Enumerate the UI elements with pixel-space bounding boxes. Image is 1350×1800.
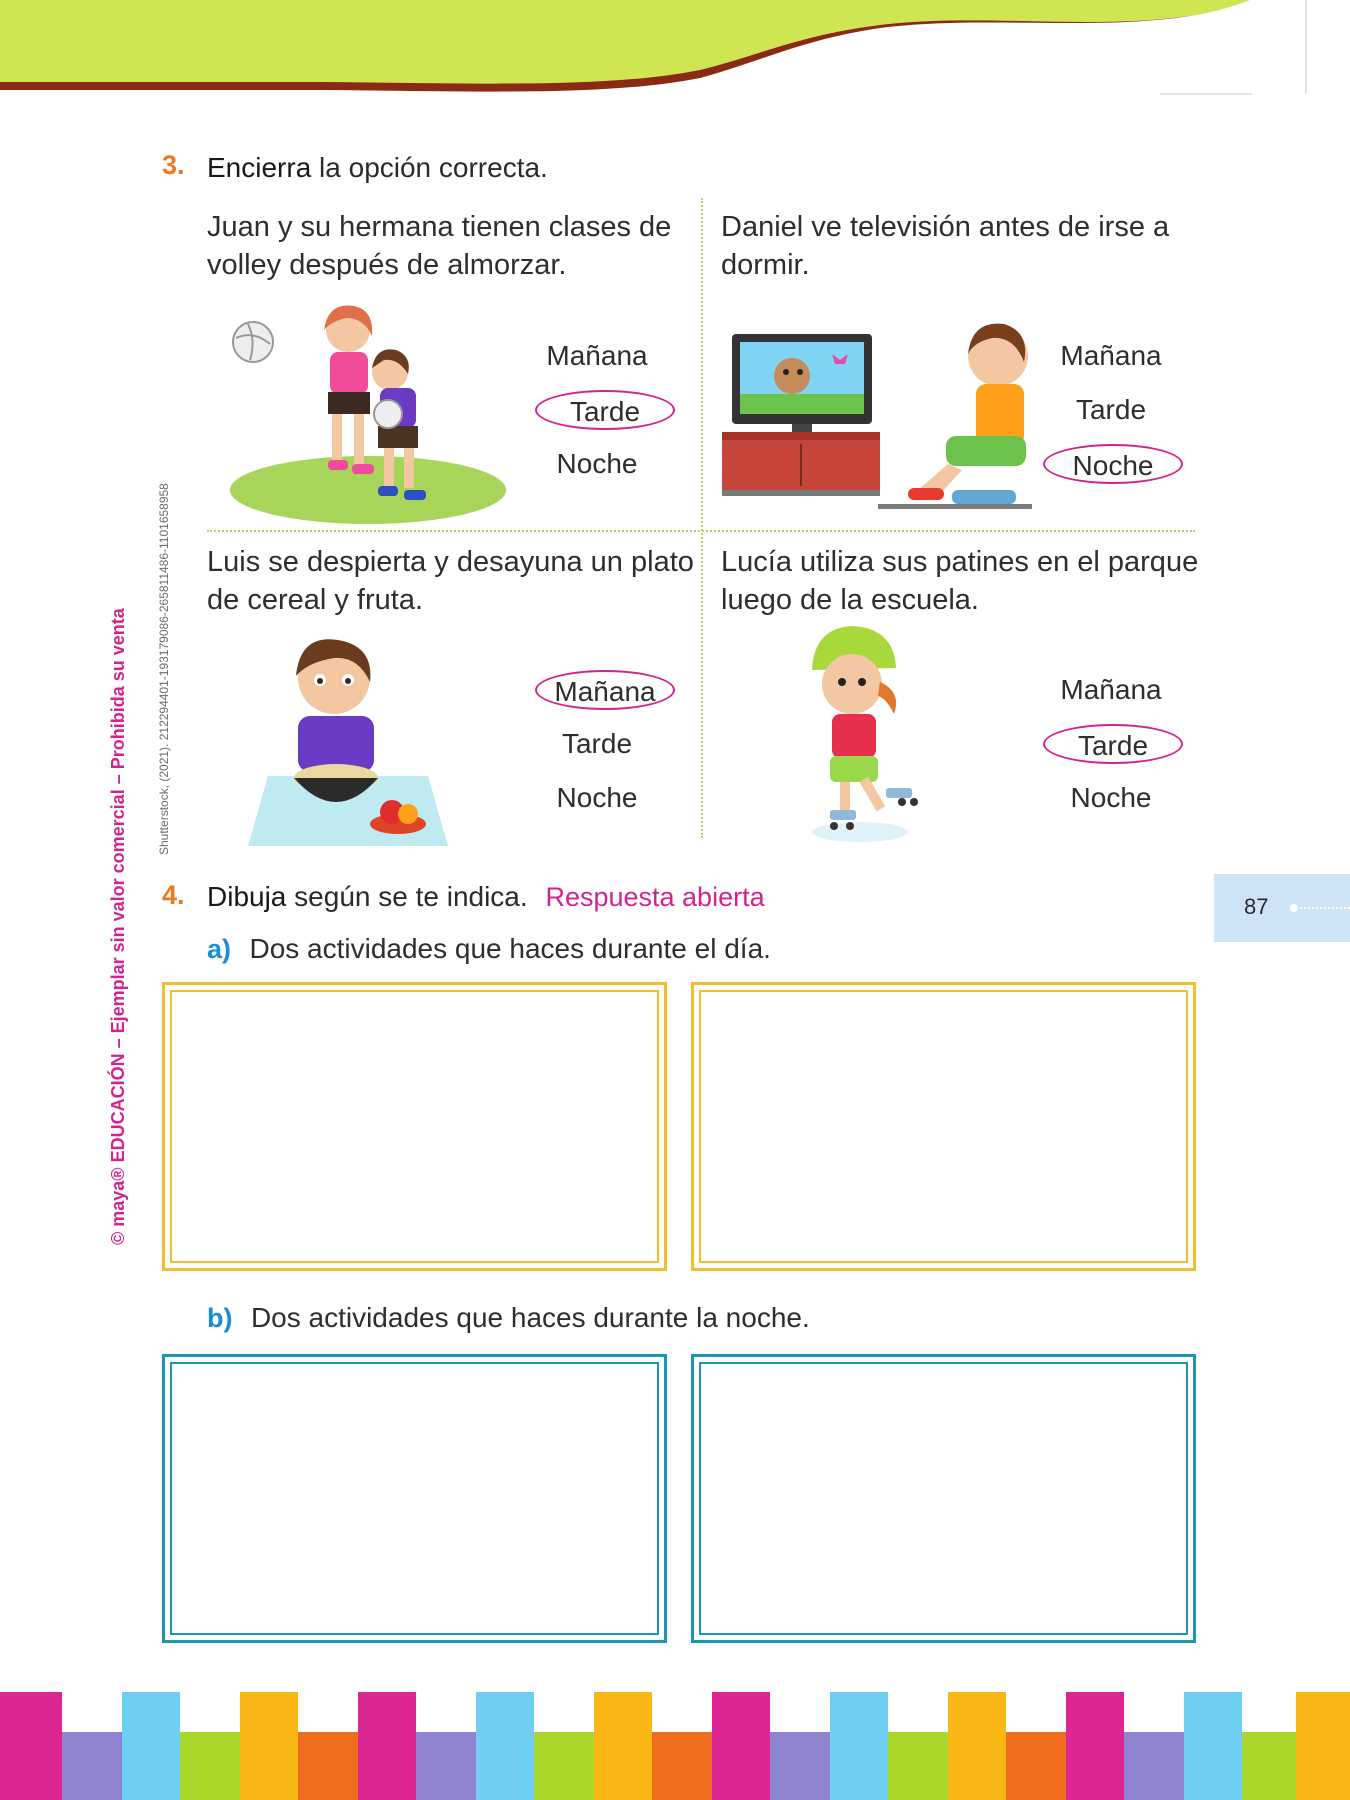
item2-option-tarde[interactable]: Tarde [1075, 394, 1147, 425]
item4-option-tarde[interactable]: Tarde [1043, 724, 1183, 764]
item3-option-tarde[interactable]: Tarde [561, 728, 633, 759]
side-copyright: © maya® EDUCACIÓN – Ejemplar sin valor comercial – Prohibida su venta [108, 608, 128, 1245]
item2-option-manana[interactable]: Mañana [1060, 340, 1162, 371]
item3-statement: Luis se despierta y desayuna un plato de cereal y fruta. [207, 546, 694, 616]
page-tab-dotted-line [1300, 907, 1350, 909]
item1-option-noche[interactable]: Noche [556, 448, 638, 479]
day-drawing-box-2[interactable] [691, 982, 1196, 1271]
day-drawing-box-1[interactable] [162, 982, 667, 1271]
page-tab-dot-icon [1290, 904, 1298, 912]
page-number: 87 [1244, 894, 1269, 919]
grid-horizontal-divider [207, 530, 1195, 532]
item1-statement: Juan y su hermana tienen clases de volley después de almorzar. [207, 211, 672, 281]
exercise4-instruction [207, 881, 765, 913]
exercise3-verb: Encierra [207, 152, 312, 183]
exercise3-heading [162, 150, 185, 181]
exercise4-verb: Dibuja [207, 881, 287, 912]
girl-rollerskating-illustration [790, 622, 940, 846]
exercise4b-label: b) Dos actividades que haces durante la noche. [207, 1302, 810, 1333]
exercise3-rest: la opción correcta. [319, 152, 548, 183]
answer-note: Respuesta abierta [545, 882, 765, 912]
night-drawing-box-1[interactable] [162, 1354, 667, 1643]
exercise3-number: 3. [162, 150, 185, 180]
page-number-tab [1214, 874, 1350, 942]
exercise4a-label: a) Dos actividades que haces durante el día. [207, 933, 771, 964]
boy-eating-breakfast-illustration [248, 636, 448, 848]
bottom-decorative-band [0, 1692, 1350, 1800]
exercise4-heading [162, 880, 185, 911]
night-drawing-box-2[interactable] [691, 1354, 1196, 1643]
kids-volleyball-illustration [228, 300, 510, 528]
item3-option-noche[interactable]: Noche [556, 782, 638, 813]
exercise3-instruction [207, 152, 548, 184]
grid-vertical-divider [701, 198, 703, 838]
item3-option-manana[interactable]: Mañana [535, 670, 675, 710]
item1-option-tarde[interactable]: Tarde [535, 390, 675, 430]
side-image-credit: Shutterstock, (2021). 212294401-193179086-265811486-1101658958 [157, 483, 171, 855]
item2-option-noche[interactable]: Noche [1043, 444, 1183, 484]
item4-option-noche[interactable]: Noche [1070, 782, 1152, 813]
item4-statement: Lucía utiliza sus patines en el parque luego de la escuela. [721, 546, 1199, 616]
exercise4-number: 4. [162, 880, 185, 910]
item2-statement: Daniel ve televisión antes de irse a dormir. [721, 211, 1170, 281]
top-header-band [0, 0, 1350, 100]
item1-option-manana[interactable]: Mañana [546, 340, 648, 371]
exercise4-rest: según se te indica. [294, 881, 528, 912]
item4-option-manana[interactable]: Mañana [1060, 674, 1162, 705]
boy-watching-tv-illustration [722, 314, 1032, 514]
